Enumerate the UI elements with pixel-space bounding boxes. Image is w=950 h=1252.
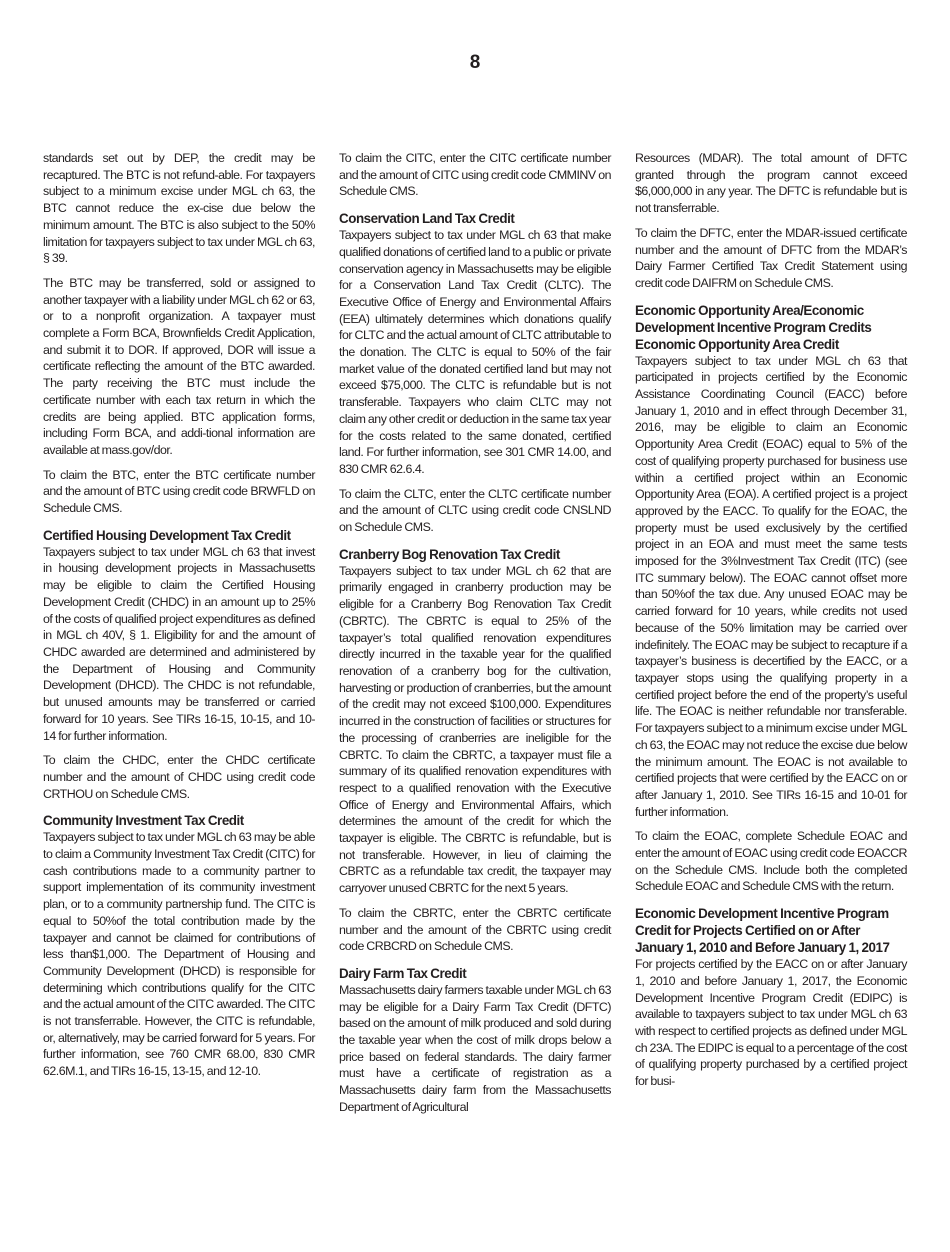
paragraph: To claim the CHDC, enter the CHDC certificate number and the amount of CHDC using credit code CRTHOU on Schedule CMS. xyxy=(43,753,315,801)
section-heading: Community Investment Tax Credit xyxy=(43,813,244,829)
paragraph: Taxpayers subject to tax under MGL ch 63 that invest in housing development projects in Massachusetts may be eligible to claim the Certified Housing Development Credit (CHDC) in an amount up to 25% of the costs of qualified project expenditures as defined in MGL ch 40V, § 1. Eligibility for and the amount of CHDC awarded are determined and administered by the Department of Housing and Community Development (DHCD). The CHDC is not refundable, but unused amounts may be transferred or carried forward for 10 years. See TIRs 16-15, 10-15, and 10-14 for further information. xyxy=(43,544,315,743)
section-heading: Conservation Land Tax Credit xyxy=(339,211,515,227)
paragraph: Taxpayers subject to tax under MGL ch 63 that participated in projects certified by the Economic Assistance Coordinating Council (EACC) before January 1, 2010 and in effect through December 31, 2016, may be eligible to claim an Economic Opportunity Area Credit (EOAC) equal to 5% of the cost of qualifying property purchased for business use within a certified project within an Economic Opportunity Area (EOA). A certified project is a project approved by the EACC. To qualify for the EOAC, the property must be used exclusively by the certified project in an EOA and must meet the same tests imposed for the 3%Investment Tax Credit (ITC) (see ITC summary below). The EOAC cannot offset more than 50%of the tax due. Any unused EOAC may be carried forward for 10 years, while credits not used because of the 50% limitation may be carried over indefinitely. The EOAC may be subject to recapture if a taxpayer’s business is decertified by the EACC, or a taxpayer stops using the qualifying property in a certified project before the end of the property’s useful life. The EOAC is neither refundable nor transferable. For taxpayers subject to a minimum excise under MGL ch 63, the EOAC may not reduce the excise due below the minimum amount. The EOAC is not available to certified projects that were certified by the EACC on or after January 1, 2010. See TIRs 16-15 and 10-01 for further information. xyxy=(635,353,907,819)
paragraph: The BTC may be transferred, sold or assigned to another taxpayer with a liability under MGL ch 62 or 63, or to a nonprofit organization. A taxpayer must complete a Form BCA, Brownfields Credit Application, and submit it to DOR. If approved, DOR will issue a certificate reflecting the amount of the BTC awarded. The party receiving the BTC must include the certificate number with each tax return in which the credits are being applied. BTC application forms, including Form BCA, and addi-tional information are available at mass.gov/dor. xyxy=(43,275,315,457)
paragraph: standards set out by DEP, the credit may be recaptured. The BTC is not refund-able. For taxpayers subject to a minimum excise under MGL ch 63, the BTC cannot reduce the ex-cise due below the minimum amount. The BTC is also subject to the 50% limitation for taxpayers subject to tax under MGL ch 63, § 39. xyxy=(43,151,315,266)
paragraph: To claim the CITC, enter the CITC certificate number and the amount of CITC using credit code CMMINV on Schedule CMS. xyxy=(339,151,611,199)
paragraph: Taxpayers subject to tax under MGL ch 62 that are primarily engaged in cranberry production may be eligible for a Cranberry Bog Renovation Tax Credit (CBRTC). The CBRTC is equal to 25% of the taxpayer’s total qualified renovation expenditures directly incurred in the taxable year for the qualified renovation of a cranberry bog for the cultivation, harvesting or production of cranberries, but the amount of the credit may not exceed $100,000. Expenditures incurred in the construction of facilities or structures for the processing of cranberries are ineligible for the CBRTC. To claim the CBRTC, a taxpayer must file a summary of its qualified renovation expenditures with respect to a qualified renovation with the Executive Office of Energy and Environmental Affairs, which determines the amount of the credit for which the taxpayer is eligible. The CBRTC is refundable, but is not transferable. However, in lieu of claiming the CBRTC as a refundable tax credit, the taxpayer may carryover unused CBRTC for the next 5 years. xyxy=(339,563,611,896)
section-heading: Economic Opportunity Area/Economic Development Incentive Program Credits xyxy=(635,302,872,335)
paragraph: To claim the CBRTC, enter the CBRTC certificate number and the amount of the CBRTC using credit code CRBCRD on Schedule CMS. xyxy=(339,905,611,954)
section-heading: Certified Housing Development Tax Credit xyxy=(43,527,291,543)
paragraph: Taxpayers subject to tax under MGL ch 63 may be able to claim a Community Investment Tax Credit (CITC) for cash contributions made to a community partner to support implementation of its community investment plan, or to a community partnership fund. The CITC is equal to 50%of the total contribution made by the taxpayer and cannot be claimed for contributions of less than$1,000. The Department of Housing and Community Development (DHCD) is responsible for determining which contributions qualify for the CITC and the actual amount of the CITC awarded. The CITC is not transferrable. However, the CITC is refundable, or, alternatively, may be carried forward for 5 years. For further information, see 760 CMR 68.00, 830 CMR 62.6M.1, and TIRs 16-15, 13-15, and 12-10. xyxy=(43,830,315,1079)
paragraph: To claim the EOAC, complete Schedule EOAC and enter the amount of EOAC using credit code EOACCR on the Schedule CMS. Include both the completed Schedule EOAC and Schedule CMS with the return. xyxy=(635,829,907,894)
text-column-3 xyxy=(635,150,907,1098)
paragraph: To claim the DFTC, enter the MDAR-issued certificate number and the amount of DFTC from the MDAR’s Dairy Farmer Certified Tax Credit Statement using credit code DAIFRM on Schedule CMS. xyxy=(635,225,907,290)
section-heading: Economic Development Incentive Program Credit for Projects Certified on or After January 1, 2010 and Before January 1, 2017 xyxy=(635,906,890,956)
paragraph: To claim the CLTC, enter the CLTC certificate number and the amount of CLTC using credit code CNSLND on Schedule CMS. xyxy=(339,486,611,535)
section-heading: Cranberry Bog Renovation Tax Credit xyxy=(339,546,560,562)
paragraph: Taxpayers subject to tax under MGL ch 63 that make qualified donations of certified land to a public or private conservation agency in Massachusetts may be eligible for a Conservation Land Tax Credit (CLTC). The Executive Office of Energy and Environmental Affairs (EEA) ultimately determines which donations qualify for CLTC and the actual amount of CLTC attributable to the donation. The CLTC is equal to 50% of the fair market value of the donated certified land but may not exceed $75,000. The CLTC is refundable but is not transferable. Taxpayers who claim CLTC may not claim any other credit or deduction in the same tax year for the costs related to the same donated, certified land. For further information, see 301 CMR 14.00, and 830 CMR 62.6.4. xyxy=(339,228,611,476)
text-column-1 xyxy=(43,150,315,1088)
section-heading: Dairy Farm Tax Credit xyxy=(339,965,467,981)
paragraph: Massachusetts dairy farmers taxable under MGL ch 63 may be eligible for a Dairy Farm Tax Credit (DFTC) based on the amount of milk produced and sold during the taxable year when the cost of milk drops below a price based on federal standards. The dairy farmer must have a certificate of registration as a Massachusetts dairy farm from the Massachusetts Department of Agricultural xyxy=(339,982,611,1114)
page-number: 8 xyxy=(469,52,481,73)
paragraph: Resources (MDAR). The total amount of DFTC granted through the program cannot exceed $6,000,000 in any year. The DFTC is refundable but is not transferrable. xyxy=(635,151,907,216)
paragraph: To claim the BTC, enter the BTC certificate number and the amount of BTC using credit code BRWFLD on Schedule CMS. xyxy=(43,467,315,516)
subsection-heading: Economic Opportunity Area Credit xyxy=(635,336,839,352)
paragraph: For projects certified by the EACC on or after January 1, 2010 and before January 1, 2017, the Economic Development Incentive Program Credit (EDIPC) is available to taxpayers subject to tax under MGL ch 63 with respect to certified projects as defined under MGL ch 23A. The EDIPC is equal to a percentage of the cost of qualifying property purchased by a certified project for busi- xyxy=(635,957,907,1089)
text-column-2 xyxy=(339,150,611,1124)
